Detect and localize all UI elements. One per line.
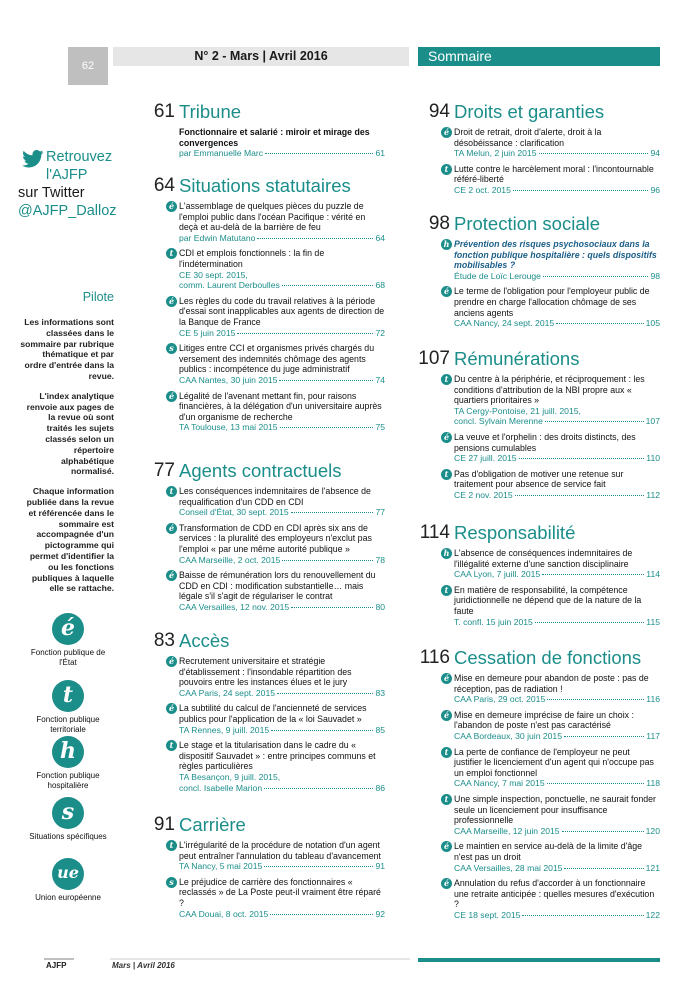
entry-title: L'absence de conséquences indemnitaires de l'illégalité externe d'une sanction disciplinaire [454, 548, 633, 569]
section-banner: Sommaire [418, 47, 660, 66]
entry-title: Annulation du refus d'accorder à un fonctionnaire une retraite anticipée : quelles mesures d'exécution ? [454, 878, 655, 910]
leader-dots [280, 427, 374, 428]
toc-entry[interactable] [420, 548, 660, 580]
twitter-line3: sur Twitter [18, 185, 85, 201]
toc-entry[interactable] [420, 878, 660, 920]
entry-page[interactable]: 78 [375, 554, 385, 565]
entry-title: Fonctionnaire et salarié : miroir et mirage des convergences [179, 127, 370, 148]
picto-etat-icon: é [166, 656, 177, 667]
toc-entry[interactable] [420, 374, 660, 427]
toc-entry[interactable] [420, 747, 660, 789]
entry-reference-cont: concl. Sylvain Merenne [454, 416, 543, 427]
entry-page[interactable]: 86 [375, 782, 385, 793]
section-situations-statutaires [145, 175, 385, 438]
entry-page[interactable]: 91 [375, 861, 385, 872]
toc-entry[interactable] [145, 248, 385, 290]
entry-reference: CAA Bordeaux, 30 juin 2015 [454, 730, 562, 741]
entry-reference: CAA Paris, 24 sept. 2015 [179, 687, 276, 698]
picto-etat-icon: é [166, 523, 177, 534]
entry-reference: TA Nancy, 5 mai 2015 [179, 861, 263, 872]
entry-reference: CAA Versailles, 28 mai 2015 [454, 862, 563, 873]
entry-reference: TA Melun, 2 juin 2015 [454, 148, 537, 159]
entry-title: Litiges entre CCI et organismes privés chargés du versement des indemnités chômage des agents publics : incompétence du juge administratif [179, 343, 375, 375]
picto-etat-icon: é [166, 391, 177, 402]
entry-page[interactable]: 122 [645, 909, 660, 920]
entry-title: Le stage et la titularisation dans le cadre du « dispositif Sauvadet » : entre principes communs et règles particulières [179, 740, 376, 772]
entry-title: Prévention des risques psychosociaux dans la fonction publique hospitalière : quels dispositifs mobilisables ? [454, 239, 657, 271]
section-header [145, 630, 385, 652]
entry-reference: Conseil d'État, 30 sept. 2015 [179, 507, 289, 518]
section-page-number: 64 [153, 175, 175, 196]
entry-page[interactable]: 118 [646, 778, 660, 789]
picto-label: Fonction publique de l'État [30, 648, 106, 667]
section-tribune [145, 101, 385, 164]
picto-legend-item [22, 797, 114, 842]
toc-entry[interactable] [420, 469, 660, 501]
picto-hospitaliere-icon: h [441, 548, 452, 559]
section-title[interactable]: Cessation de fonctions [454, 647, 642, 668]
picto-4-icon: s [52, 797, 84, 829]
section-title[interactable]: Responsabilité [454, 522, 576, 543]
twitter-line2: l'AJFP [46, 167, 88, 183]
entry-title: Baisse de rémunération lors du renouvellement du CDD en CDI : modification substantielle… mais légale s'il s'agit de régulariser le contrat [179, 570, 376, 602]
entry-title: La perte de confiance de l'employeur ne peut justifier le licenciement d'un agent qui n'occupe pas un emploi fonctionnel [454, 746, 654, 778]
entry-title: Mise en demeure imprécise de faire un choix : l'abandon de poste n'est pas caractérisé [454, 709, 634, 731]
leader-dots [277, 693, 373, 694]
leader-dots [543, 276, 648, 277]
picto-territoriale-icon: t [166, 486, 177, 497]
leader-dots [264, 866, 373, 867]
section-agents-contractuels [145, 460, 385, 618]
section-page-number: 77 [153, 460, 175, 481]
picto-territoriale-icon: t [441, 164, 452, 175]
section-header [145, 460, 385, 482]
picto-etat-icon: é [441, 841, 452, 852]
section-title[interactable]: Rémunérations [454, 348, 580, 369]
leader-dots [265, 153, 373, 154]
section-title[interactable]: Situations statutaires [179, 175, 351, 196]
entry-page[interactable]: 110 [646, 453, 660, 464]
toc-entry[interactable] [145, 740, 385, 793]
twitter-line1: Retrouvez [46, 149, 113, 165]
entry-title: La subtilité du calcul de l'ancienneté de services publics pour l'application de la « loi Sauvadet » [179, 703, 367, 724]
picto-etat-icon: é [166, 296, 177, 307]
entry-page[interactable]: 74 [375, 374, 385, 385]
toc-entry[interactable] [420, 841, 660, 873]
leader-dots [282, 285, 374, 286]
leader-dots [271, 730, 373, 731]
entry-title: CDI et emplois fonctionnels : la fin de l'indétermination [179, 248, 325, 269]
toc-entry[interactable] [420, 164, 660, 196]
picto-etat-icon: é [441, 127, 452, 138]
toc-entry[interactable] [420, 710, 660, 742]
toc-entry[interactable] [145, 656, 385, 698]
section-title[interactable]: Agents contractuels [179, 460, 342, 481]
leader-dots [515, 495, 645, 496]
entry-page[interactable]: 61 [375, 148, 385, 159]
picto-territoriale-icon: t [441, 469, 452, 480]
entry-page[interactable]: 98 [650, 270, 660, 281]
picto-etat-icon: é [166, 570, 177, 581]
section-title[interactable]: Droits et garanties [454, 101, 605, 122]
entry-reference: CE 18 sept. 2015 [454, 909, 521, 920]
section-droits-et-garanties [420, 101, 660, 201]
entry-title: Transformation de CDD en CDI après six ans de services : la pluralité des employeurs n'exclut pas l'emploi « par une même autorité publique » [179, 522, 372, 554]
entry-title: Mise en demeure pour abandon de poste : pas de réception, pas de radiation ! [454, 673, 649, 694]
section-page-number: 114 [419, 522, 450, 543]
toc-entry[interactable] [420, 239, 660, 281]
picto-territoriale-icon: t [441, 794, 452, 805]
entry-reference: CE 30 sept. 2015, [179, 269, 248, 280]
entry-page[interactable]: 68 [375, 280, 385, 291]
entry-reference: CAA Nancy, 24 sept. 2015 [454, 318, 555, 329]
picto-etat-icon: é [166, 201, 177, 212]
entry-page[interactable]: 64 [375, 232, 385, 243]
picto-etat-icon: é [441, 878, 452, 889]
picto-legend-item [22, 613, 114, 668]
entry-reference: CAA Marseille, 12 juin 2015 [454, 825, 560, 836]
leader-dots [522, 915, 643, 916]
entry-title: Droit de retrait, droit d'alerte, droit à la désobéissance : clarification [454, 127, 602, 148]
picto-label: Union européenne [35, 893, 101, 902]
leader-dots [282, 560, 373, 561]
entry-reference: CE 5 juin 2015 [179, 327, 236, 338]
picto-etat-icon: é [441, 710, 452, 721]
toc-entry[interactable] [145, 523, 385, 565]
entry-reference: CE 27 juill. 2015 [454, 453, 517, 464]
picto-legend-item [22, 858, 114, 903]
entry-reference: CAA Marseille, 2 oct. 2015 [179, 554, 281, 565]
toc-entry[interactable] [145, 201, 385, 243]
picto-etat-icon: é [441, 432, 452, 443]
picto-label: Situations spécifiques [29, 832, 107, 841]
pilote-title: Pilote [82, 290, 114, 304]
footer-journal: AJFP [46, 961, 67, 970]
pilote-paragraph: L'index analytique renvoie aux pages de la revue où sont traités les sujets classés selon un répertoire alphabétique normalisé. [26, 390, 114, 477]
entry-reference: T. confl. 15 juin 2015 [454, 616, 533, 627]
leader-dots [257, 238, 373, 239]
picto-territoriale-icon: t [166, 248, 177, 259]
entry-reference-cont: concl. Isabelle Marion [179, 782, 263, 793]
entry-page[interactable]: 120 [645, 825, 660, 836]
entry-title: Les règles du code du travail relatives à la période d'essai sont inapplicables aux agents de direction de la Banque de France [179, 295, 385, 327]
toc-entry[interactable] [420, 286, 660, 328]
entry-page[interactable]: 75 [375, 422, 385, 433]
entry-page[interactable]: 112 [646, 489, 660, 500]
section-responsabilit- [420, 522, 660, 632]
leader-dots [535, 622, 644, 623]
leader-dots [264, 788, 373, 789]
toc-entry[interactable] [145, 877, 385, 919]
entry-reference: CAA Lyon, 7 juill. 2015 [454, 569, 541, 580]
section-page-number: 98 [428, 213, 450, 234]
picto-territoriale-icon: t [441, 747, 452, 758]
section-header [420, 348, 660, 370]
pilote-paragraph: Les informations sont classées dans le sommaire par rubrique thématique et par ordre d'entrée dans la revue. [20, 317, 114, 381]
section-page-number: 83 [153, 630, 175, 651]
entry-reference: TA Cergy-Pontoise, 21 juill. 2015, [454, 405, 581, 416]
entry-title: En matière de responsabilité, la compétence juridictionnelle ne dépend que de la nature de la faute [454, 584, 642, 616]
toc-entry[interactable] [145, 296, 385, 338]
entry-page[interactable]: 114 [646, 569, 660, 580]
picto-legend-item [22, 680, 114, 735]
leader-dots [564, 868, 643, 869]
entry-reference: TA Besançon, 9 juill. 2015, [179, 771, 281, 782]
entry-reference: par Emmanuelle Marc [179, 148, 264, 159]
entry-reference: CAA Nancy, 7 mai 2015 [454, 778, 545, 789]
picto-label: Fonction publique hospitalière [36, 771, 100, 790]
picto-territoriale-icon: t [166, 840, 177, 851]
section-header [145, 101, 385, 123]
entry-page[interactable]: 83 [375, 687, 385, 698]
entry-reference: CAA Versailles, 12 nov. 2015 [179, 601, 290, 612]
section-r-mun-rations [420, 348, 660, 506]
footer-date: Mars | Avril 2016 [112, 961, 175, 970]
entry-page[interactable]: 92 [375, 908, 385, 919]
entry-page[interactable]: 77 [375, 507, 385, 518]
toc-entry[interactable] [145, 703, 385, 735]
entry-reference-cont: comm. Laurent Derboulles [179, 280, 280, 291]
section-acc-s [145, 630, 385, 798]
picto-label: Fonction publique territoriale [36, 715, 100, 734]
entry-title: Le terme de l'obligation pour l'employeur public de prendre en charge l'allocation chômage de ses anciens agents [454, 286, 650, 318]
toc-entry[interactable] [420, 585, 660, 627]
section-page-number: 107 [418, 348, 450, 369]
section-header [420, 101, 660, 123]
section-title[interactable]: Carrière [179, 814, 246, 835]
toc-entry[interactable] [420, 673, 660, 705]
toc-entry[interactable] [145, 127, 385, 159]
entry-title: La veuve et l'orphelin : des droits distincts, des pensions cumulables [454, 431, 636, 453]
twitter-bird-icon [22, 150, 44, 168]
picto-territoriale-icon: t [166, 740, 177, 751]
toc-entry[interactable] [420, 794, 660, 836]
entry-page[interactable]: 96 [650, 184, 660, 195]
section-title[interactable]: Accès [179, 630, 230, 651]
entry-title: Le préjudice de carrière des fonctionnaires « reclassés » de La Poste peut-il vraiment être réparé ? [179, 876, 381, 908]
entry-page[interactable]: 94 [650, 148, 660, 159]
picto-5-icon: ue [52, 858, 84, 890]
entry-page[interactable]: 80 [375, 601, 385, 612]
entry-reference: CE 2 oct. 2015 [454, 184, 511, 195]
leader-dots [291, 607, 373, 608]
leader-dots [556, 323, 643, 324]
toc-entry[interactable] [145, 343, 385, 385]
picto-etat-icon: é [441, 286, 452, 297]
section-page-number: 61 [153, 101, 175, 122]
picto-territoriale-icon: t [441, 374, 452, 385]
section-title[interactable]: Tribune [179, 101, 242, 122]
section-page-number: 91 [153, 814, 175, 835]
pilote-text [20, 317, 114, 603]
toc-entry[interactable] [145, 391, 385, 433]
entry-page[interactable]: 117 [646, 730, 660, 741]
section-header [145, 175, 385, 197]
toc-entry[interactable] [420, 432, 660, 464]
pilote-paragraph: Chaque information publiée dans la revue et référencée dans le sommaire est accompagnée d'un pictogramme qui permet d'identifier la ou les fonctions publiques à laquelle elle se rattache. [26, 486, 114, 594]
twitter-promo[interactable] [18, 148, 136, 220]
entry-page[interactable]: 107 [645, 416, 660, 427]
leader-dots [291, 512, 374, 513]
leader-dots [547, 699, 644, 700]
leader-dots [279, 380, 373, 381]
section-cessation-de-fonctions [420, 647, 660, 925]
entry-reference: CAA Douai, 8 oct. 2015 [179, 908, 269, 919]
picto-3-icon: h [52, 736, 84, 768]
leader-dots [513, 190, 649, 191]
entry-reference: TA Rennes, 9 juill. 2015 [179, 724, 270, 735]
picto-etat-icon: é [166, 703, 177, 714]
section-protection-sociale [420, 213, 660, 334]
section-header [420, 522, 660, 544]
leader-dots [562, 831, 644, 832]
leader-dots [519, 458, 645, 459]
entry-reference: par Edwin Matutano [179, 232, 256, 243]
toc-entry[interactable] [420, 127, 660, 159]
entry-page[interactable]: 115 [646, 616, 660, 627]
picto-specifique-icon: s [166, 877, 177, 888]
section-page-number: 94 [428, 101, 450, 122]
picto-hospitaliere-icon: h [441, 239, 452, 250]
section-title[interactable]: Protection sociale [454, 213, 601, 234]
page-number: 62 [68, 47, 108, 85]
picto-legend-item [22, 736, 114, 791]
leader-dots [564, 736, 644, 737]
entry-title: Lutte contre le harcèlement moral : l'incontournable référé-liberté [454, 163, 654, 185]
entry-page[interactable]: 121 [645, 862, 660, 873]
toc-entry[interactable] [145, 570, 385, 612]
entry-title: Du centre à la périphérie, et réciproquement : les conditions d'attribution de la NBI propre aux « quartiers prioritaires » [454, 374, 645, 406]
leader-dots [545, 421, 644, 422]
entry-page[interactable]: 85 [375, 724, 385, 735]
leader-dots [542, 574, 644, 575]
toc-entry[interactable] [145, 486, 385, 518]
entry-title: Pas d'obligation de motiver une retenue sur traitement pour absence de service fait [454, 468, 624, 490]
entry-page[interactable]: 105 [645, 318, 660, 329]
leader-dots [270, 914, 373, 915]
entry-title: Les conséquences indemnitaires de l'absence de requalification d'un CDD en CDI [179, 486, 371, 507]
section-header [420, 213, 660, 235]
section-header [145, 814, 385, 836]
leader-dots [237, 333, 373, 334]
issue-banner: N° 2 - Mars | Avril 2016 [113, 47, 409, 66]
entry-title: L'assemblage de quelques pièces du puzzle de l'emploi public dans l'océan Pacifique : vérité en deçà et au-delà de la barrière de feu [179, 201, 366, 233]
entry-title: Le maintien en service au-delà de la limite d'âge n'est pas un droit [454, 841, 642, 862]
entry-title: Légalité de l'avenant mettant fin, pour raisons financières, à la délégation d'un universitaire auprès d'un organisme de recherche [179, 390, 382, 422]
entry-reference: CAA Paris, 29 oct. 2015 [454, 694, 546, 705]
section-carri-re [145, 814, 385, 924]
entry-reference: CE 2 nov. 2015 [454, 489, 513, 500]
entry-title: Recrutement universitaire et stratégie d'établissement : l'insondable répartition des pouvoirs entre les instances élues et le jury [179, 656, 352, 688]
picto-1-icon: é [52, 613, 84, 645]
twitter-handle[interactable]: @AJFP_Dalloz [18, 203, 117, 219]
picto-specifique-icon: s [166, 343, 177, 354]
toc-entry[interactable] [145, 840, 385, 872]
section-header [420, 647, 660, 669]
entry-reference: CAA Nantes, 30 juin 2015 [179, 374, 278, 385]
entry-page[interactable]: 72 [375, 327, 385, 338]
picto-2-icon: t [52, 680, 84, 712]
entry-title: L'irrégularité de la procédure de notation d'un agent peut entraîner l'annulation du tableau d'avancement [179, 840, 381, 861]
section-page-number: 116 [419, 647, 450, 668]
page-footer [40, 958, 660, 976]
picto-etat-icon: é [441, 673, 452, 684]
entry-title: Une simple inspection, ponctuelle, ne saurait fonder seule un licenciement pour insuffisance professionnelle [454, 793, 656, 826]
leader-dots [547, 783, 645, 784]
entry-page[interactable]: 116 [646, 694, 660, 705]
picto-territoriale-icon: t [441, 585, 452, 596]
entry-reference: TA Toulouse, 13 mai 2015 [179, 422, 278, 433]
entry-reference: Étude de Loïc Lerouge [454, 270, 541, 281]
leader-dots [539, 153, 649, 154]
